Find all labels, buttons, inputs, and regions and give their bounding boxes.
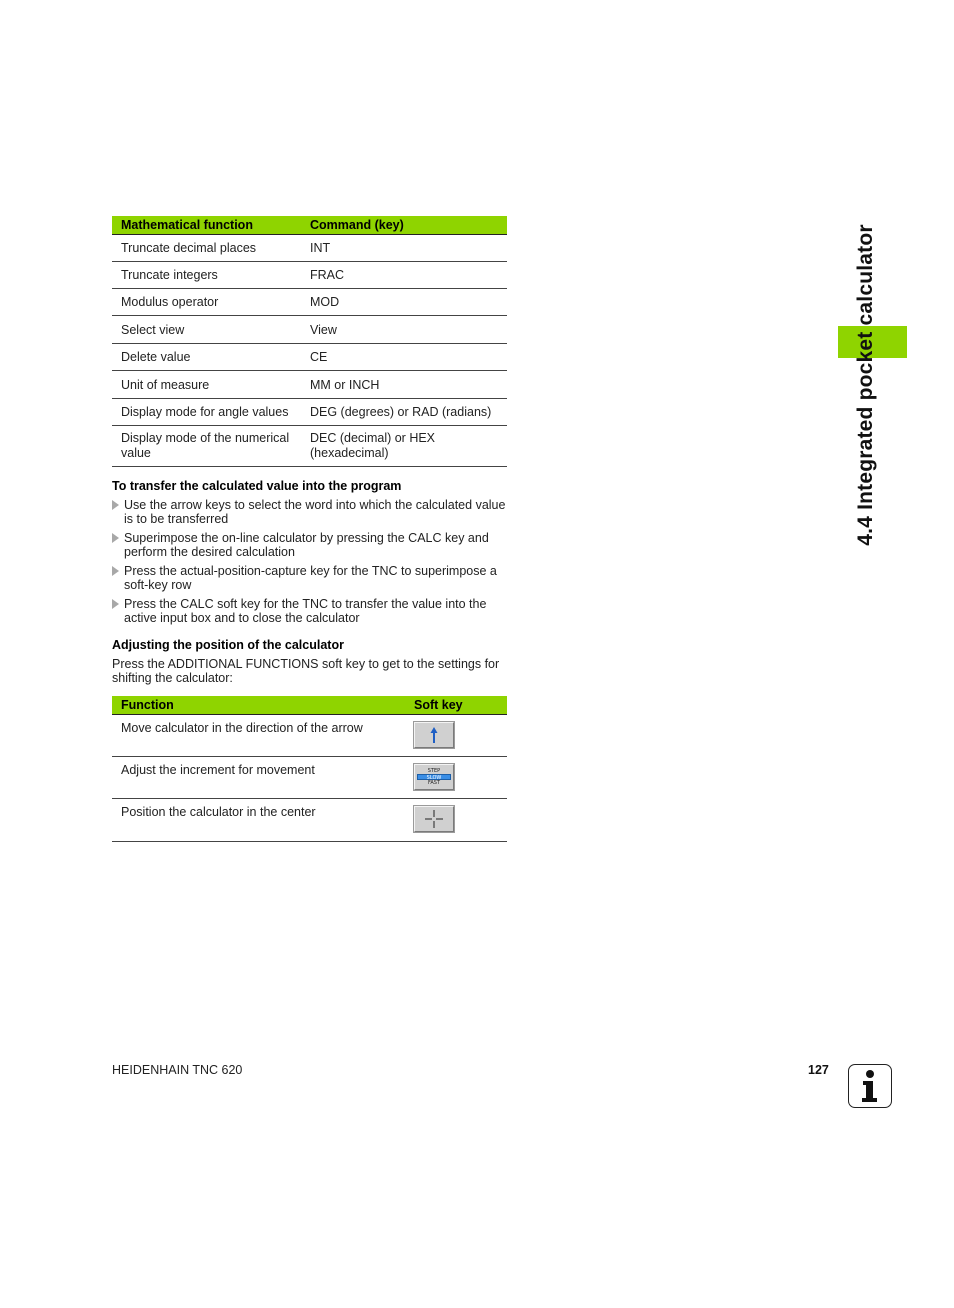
cell-function: Select view bbox=[121, 322, 185, 337]
cell-command: MM or INCH bbox=[310, 377, 380, 392]
header-softkey: Soft key bbox=[414, 698, 463, 712]
table-row bbox=[112, 399, 507, 426]
slow-label: SLOW bbox=[417, 774, 451, 780]
cell-function: Truncate integers bbox=[121, 268, 218, 282]
table-header bbox=[112, 216, 507, 235]
header-function: Function bbox=[121, 698, 174, 712]
step-text: Press the CALC soft key for the TNC to transfer the value into the active input box and to close the calculator bbox=[124, 597, 487, 625]
cell-softkey bbox=[414, 805, 507, 832]
position-text: Press the ADDITIONAL FUNCTIONS soft key to get to the settings for shifting the calculator: bbox=[112, 657, 500, 685]
table-row bbox=[112, 289, 507, 316]
cell-function: Move calculator in the direction of the arrow bbox=[121, 721, 363, 735]
info-icon bbox=[848, 1064, 892, 1108]
step-text: Superimpose the on-line calculator by pressing the CALC key and perform the desired calculation bbox=[124, 531, 489, 559]
transfer-heading: To transfer the calculated value into the program bbox=[112, 479, 402, 493]
table-row bbox=[112, 371, 507, 399]
cell-command: CE bbox=[310, 350, 328, 364]
table-row bbox=[112, 262, 507, 289]
cell-function: Adjust the increment for movement bbox=[121, 763, 315, 777]
cell-command: FRAC bbox=[310, 268, 345, 282]
move-up-softkey[interactable] bbox=[414, 722, 454, 748]
bullet-arrow-icon bbox=[112, 566, 119, 576]
cell-function: Position the calculator in the center bbox=[121, 805, 316, 819]
bullet-arrow-icon bbox=[112, 599, 119, 609]
list-item bbox=[112, 498, 510, 526]
cell-command: INT bbox=[310, 241, 331, 255]
table-row bbox=[112, 316, 507, 344]
cell-softkey bbox=[414, 721, 507, 748]
center-softkey[interactable] bbox=[414, 806, 454, 832]
header-function: Mathematical function bbox=[121, 218, 253, 232]
cell-command: View bbox=[310, 322, 337, 337]
table-row bbox=[112, 235, 507, 262]
header-command: Command (key) bbox=[310, 218, 404, 232]
list-item bbox=[112, 564, 510, 592]
fast-label: FAST bbox=[427, 780, 441, 786]
bullet-arrow-icon bbox=[112, 533, 119, 543]
cell-function: Display mode of the numerical value bbox=[121, 431, 290, 460]
chapter-side-title: 4.4 Integrated pocket calculator bbox=[854, 224, 877, 546]
cell-function: Display mode for angle values bbox=[121, 405, 289, 419]
cell-command: MOD bbox=[310, 295, 340, 309]
table-row bbox=[112, 426, 507, 467]
cell-function: Truncate decimal places bbox=[121, 241, 257, 255]
table-row bbox=[112, 715, 507, 757]
cell-function: Delete value bbox=[121, 350, 191, 364]
math-function-table bbox=[112, 216, 507, 467]
list-item bbox=[112, 531, 510, 559]
step-slow-fast-softkey[interactable] bbox=[414, 764, 454, 790]
cell-command: DEG (degrees) or RAD (radians) bbox=[310, 405, 492, 419]
center-crosshair-icon bbox=[424, 809, 444, 829]
position-heading: Adjusting the position of the calculator bbox=[112, 638, 344, 652]
bullet-arrow-icon bbox=[112, 500, 119, 510]
step-label: STEP bbox=[427, 768, 441, 774]
table-row bbox=[112, 757, 507, 799]
footer-title: HEIDENHAIN TNC 620 bbox=[112, 1063, 243, 1077]
cell-softkey bbox=[414, 763, 507, 790]
step-text: Use the arrow keys to select the word into which the calculated value is to be transferred bbox=[124, 498, 506, 526]
step-text: Press the actual-position-capture key for the TNC to superimpose a soft-key row bbox=[124, 564, 497, 592]
cell-function: Unit of measure bbox=[121, 377, 210, 392]
arrow-up-icon bbox=[429, 726, 439, 744]
table-row bbox=[112, 344, 507, 371]
table-header bbox=[112, 696, 507, 715]
transfer-steps bbox=[112, 498, 510, 630]
cell-function: Modulus operator bbox=[121, 295, 219, 309]
table-row bbox=[112, 799, 507, 842]
cell-command: DEC (decimal) or HEX (hexadecimal) bbox=[310, 431, 436, 460]
page-number: 127 bbox=[808, 1063, 829, 1077]
softkey-function-table bbox=[112, 696, 507, 842]
list-item bbox=[112, 597, 510, 625]
